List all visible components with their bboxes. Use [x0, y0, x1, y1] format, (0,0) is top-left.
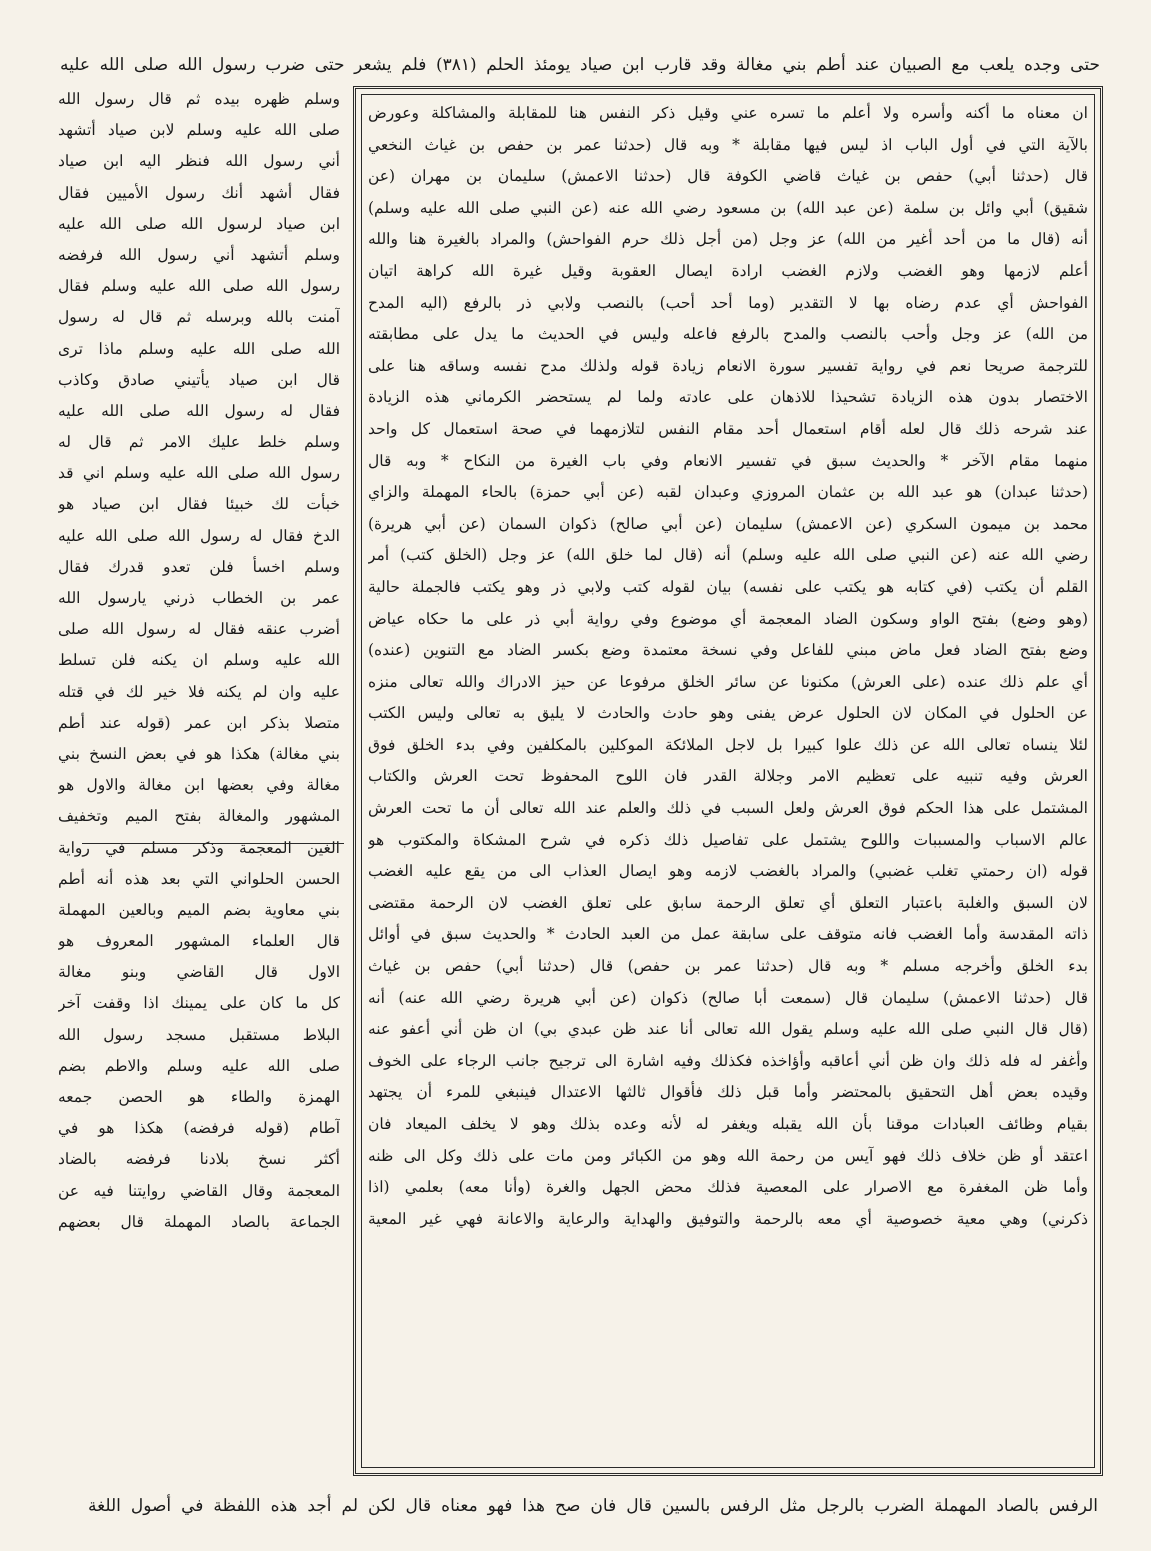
side-text-line: أكثر نسخ بلادنا فرفضه بالضاد [58, 1150, 340, 1169]
side-text-line: الاول قال القاضي وبنو مغالة [58, 963, 340, 982]
main-text-line: العرش وفيه تنبيه على تعظيم الامر وجلالة القدر فان اللوح المحفوظ تحت العرش والكتاب [368, 767, 1088, 786]
main-text-line: بقيام وظائف العبادات موقنا بأن الله يقبله ويغفر له لأنه وعده بذلك وهو لا يخلف الميعاد فان [368, 1115, 1088, 1133]
side-text-line: الله صلى الله عليه وسلم ماذا ترى [58, 339, 340, 358]
side-text-line: وسلم أتشهد أني رسول الله فرفضه [58, 245, 340, 264]
side-text-line: كل ما كان على يمينك اذا وقفت آخر [58, 994, 340, 1013]
side-text-line: المعجمة وقال القاضي روايتنا فيه عن [58, 1181, 340, 1200]
main-text-line: وقيده بعض أهل التحقيق بالمحتضر وأما قبل ذلك فأقوال ثالثها الاعتدال فينبغي للمرء أن يجتهد [368, 1083, 1088, 1102]
side-text-line: رسول الله صلى الله عليه وسلم فقال [58, 277, 340, 296]
side-text-line: عليه وان لم يكنه فلا خير لك في قتله [58, 682, 340, 701]
main-text-line: لان السبق والغلبة باعتبار التعلق أي تعلق الرحمة سابق على تعلق الغضب لان الرحمة مقتضى [368, 893, 1088, 912]
main-text-line: عن الحلول في المكان لان الحلول عرض يفنى وهو حادث والحادث لا يليق به تعالى وليس الكتب [368, 704, 1088, 723]
main-text-line: ذاته المقدسة وأما الغضب فانه متوقف على سابقة عمل من العبد الحادث * والحديث سبق في أوائل [368, 925, 1088, 944]
main-text-line: بالآية التي في أول الباب اذ ليس فيها مقابلة * وبه قال (حدثنا عمر بن حفص بن غياث النخعي [368, 135, 1088, 154]
side-text-line: آطام (قوله فرفضه) هكذا هو في [58, 1119, 340, 1138]
side-text-line: وسلم خلط عليك الامر ثم قال له [58, 433, 340, 452]
main-text-line: رضي الله عنه (عن النبي صلى الله عليه وسلم) أنه (قال لما خلق الله) عز وجل (الخلق كتب) أمر [368, 546, 1088, 565]
side-text-line: الدخ فقال له رسول الله صلى الله عليه [58, 526, 340, 545]
main-text-line: أنه (قال ما من أحد أغير من الله) عز وجل (من أجل ذلك حرم الفواحش) والمراد بالغيرة هنا والله [368, 230, 1088, 249]
main-text-line: (حدثنا عبدان) هو عبد الله بن عثمان المروزي وعبدان لقبه (عن أبي حمزة) بالحاء المهملة والزاي [368, 483, 1088, 502]
main-text-line: من الله) عز وجل وأحب بالنصب والمدح بالرفع فاعله وليس في الحديث ما يدل على مطابقته [368, 325, 1088, 344]
main-text-line: بدء الخلق وأخرجه مسلم * وبه قال (حدثنا عمر بن حفص) قال (حدثنا أبي) حفص بن غياث [368, 957, 1088, 976]
side-text-line: آمنت بالله وبرسله ثم قال له رسول [58, 308, 340, 327]
side-text-line: الله عليه وسلم ان يكنه فلن تسلط [58, 651, 340, 670]
side-text-line: صلى الله عليه وسلم والاطم بضم [58, 1056, 340, 1075]
top-margin-line: حتى وجده يلعب مع الصبيان عند أطم بني مغالة وقد قارب ابن صياد يومئذ الحلم (٣٨١) فلم يشعر حتى ضرب رسول الله صلى الله عليه [60, 55, 1100, 75]
side-text-line: قال العلماء المشهور المعروف هو [58, 932, 340, 951]
main-text-line: الاختصار بدون هذه الزيادة تشحيذا للاذهان على عادته ولما لم يستحضر الكرماني هذه الزيادة [368, 388, 1088, 407]
side-text-line: صلى الله عليه وسلم لابن صياد أتشهد [58, 121, 340, 140]
main-text-line: أي علم ذلك عنده (على العرش) مكنونا عن سائر الخلق مرفوعا عن حيز الادراك والله تعالى منزه [368, 672, 1088, 691]
side-text-line: وسلم ظهره بيده ثم قال رسول الله [58, 90, 340, 108]
main-text-line: عالم الاسباب والمسببات واللوح يشتمل على تفاصيل ذلك ذكره في شرح المشكاة والمكتوب هو [368, 830, 1088, 849]
side-text-line: بني معاوية بضم الميم وبالعين المهملة [58, 900, 340, 919]
main-text-line: شقيق) أبي وائل بن سلمة (عن عبد الله) بن مسعود رضي الله عنه (عن النبي صلى الله عليه وسلم) [368, 198, 1088, 217]
main-text-line: وضع بفتح الضاد فعل ماض مبني للفاعل وفي نسخة معتمدة وضع بكسر الضاد مع التنوين (عنده) [368, 641, 1088, 660]
main-text-line: لئلا ينساه تعالى الله عن ذلك علوا كبيرا بل لاجل الملائكة الموكلين بالمكلفين وفي بدء الخلق فوق [368, 735, 1088, 754]
side-column-divider [82, 843, 344, 844]
side-text-line: الحسن الحلواني التي بعد هذه أنه أطم [58, 869, 340, 888]
main-text-line: ذكرني) وهي معية خصوصية أي معه بالرحمة والتوفيق والهداية والرعاية والاعانة فهي غير المعية [368, 1209, 1088, 1228]
side-text-line: رسول الله صلى الله عليه وسلم اني قد [58, 464, 340, 483]
main-text-line: (وهو وضع) بفتح الواو وسكون الضاد المعجمة أي موضوع وفي رواية أبي ذر على ما حكاه عياض [368, 609, 1088, 628]
main-text-line: قوله (ان رحمتي تغلب غضبي) والمراد بالغضب لازمه وهو ايصال العذاب الى من يقع عليه الغضب [368, 862, 1088, 881]
side-text-line: أني رسول الله فنظر اليه ابن صياد [58, 152, 340, 171]
side-text-line: أضرب عنقه فقال له رسول الله صلى [58, 620, 340, 639]
side-text-line: بني مغالة) هكذا هو في بعض النسخ بني [58, 744, 340, 763]
main-text-line: للترجمة صريحا نعم في رواية تفسير سورة الانعام زيادة قوله ولذلك مدح نفسه وساقه هنا على [368, 356, 1088, 375]
bottom-margin-line: الرفس بالصاد المهملة الضرب بالرجل مثل الرفس بالسين قال فان صح هذا فهو معناه قال لكن لم أجد هذه اللفظة في أصول اللغة [88, 1496, 1098, 1516]
side-text-line: متصلا بذكر ابن عمر (قوله عند أطم [58, 713, 340, 732]
side-text-line: وسلم اخسأ فلن تعدو قدرك فقال [58, 557, 340, 576]
side-text-line: عمر بن الخطاب ذرني يارسول الله [58, 589, 340, 607]
main-text-line: محمد بن ميمون السكري (عن الاعمش) سليمان (عن أبي صالح) ذكوان السمان (عن أبي هريرة) [368, 514, 1088, 533]
main-text-line: المشتمل على هذا الحكم فوق العرش ولعل السبب في ذلك والعلم عند الله تعالى أن ما تحت العرش [368, 799, 1088, 818]
side-text-line: الغين المعجمة وذكر مسلم في رواية [58, 838, 340, 857]
main-text-line: عند شرحه ذلك قال لعله أقام استعمال أحد مقام النفس لتلازمهما في صحة استعمال كل واحد [368, 419, 1088, 438]
side-text-line: قال ابن صياد يأتيني صادق وكاذب [58, 370, 340, 389]
main-text-line: ان معناه ما أكنه وأسره ولا أعلم ما تسره عني وقيل ذكر النفس هنا للمقابلة والمشاكلة وعورض [368, 104, 1088, 122]
side-text-line: فقال له رسول الله صلى الله عليه [58, 401, 340, 420]
side-text-line: الجماعة بالصاد المهملة قال بعضهم [58, 1212, 340, 1231]
main-commentary-column [368, 98, 1088, 1235]
side-text-line: المشهور والمغالة بفتح الميم وتخفيف [58, 807, 340, 826]
main-text-line: منهما مقام الآخر * والحديث سبق في تفسير الانعام وفي باب الغيرة من النكاح * وبه قال [368, 451, 1088, 470]
main-text-line: القلم أن يكتب (في كتابه هو يكتب على نفسه) بيان لقوله كتب ولابي ذر وهو يكتب فالجملة حالية [368, 577, 1088, 596]
side-text-line: خبأت لك خبيئا فقال ابن صياد هو [58, 495, 340, 514]
side-text-line: الهمزة والطاء هو الحصن جمعه [58, 1088, 340, 1106]
main-text-line: أعلم لازمها وهو الغضب ولازم الغضب ارادة ايصال العقوبة وقيل غيرة الله كراهة اتيان [368, 261, 1088, 280]
main-text-line: وأغفر له فله ذلك وان ظن أني أعاقبه وأؤاخذه فكذلك وفيه اشارة الى ترجيح جانب الرجاء على الخوف [368, 1051, 1088, 1070]
main-text-line: اعتقد أو ظن خلاف ذلك فهو آيس من رحمة الله وهو من الكبائر ومن مات على ذلك وكل الى ظنه [368, 1146, 1088, 1165]
main-text-line: قال (حدثنا الاعمش) سليمان قال (سمعت أبا صالح) ذكوان (عن أبي هريرة رضي الله عنه) أنه [368, 988, 1088, 1007]
side-text-line: البلاط مستقبل مسجد رسول الله [58, 1025, 340, 1044]
side-text-line: ابن صياد لرسول الله صلى الله عليه [58, 214, 340, 233]
main-text-line: قال (حدثنا أبي) حفص بن غياث قاضي الكوفة قال (حدثنا الاعمش) سليمان بن مهران (عن [368, 167, 1088, 186]
side-text-line: مغالة وفي بعضها ابن مغالة والاول هو [58, 776, 340, 795]
main-text-line: (قال قال النبي صلى الله عليه وسلم يقول الله تعالى أنا عند ظن عبدي بي) ان ظن أني أعفو عنه [368, 1020, 1088, 1039]
side-hadith-column [58, 84, 340, 1238]
side-text-line: فقال أشهد أنك رسول الأميين فقال [58, 183, 340, 202]
main-text-line: وأما ظن المغفرة مع الاصرار على المعصية فذلك محض الجهل والغرة (وأنا معه) بعلمي (اذا [368, 1178, 1088, 1197]
main-text-line: الفواحش أي عدم رضاه بها لا التقدير (وما أحد أحب) بالنصب ولابي ذر بالرفع (اليه المدح [368, 293, 1088, 312]
